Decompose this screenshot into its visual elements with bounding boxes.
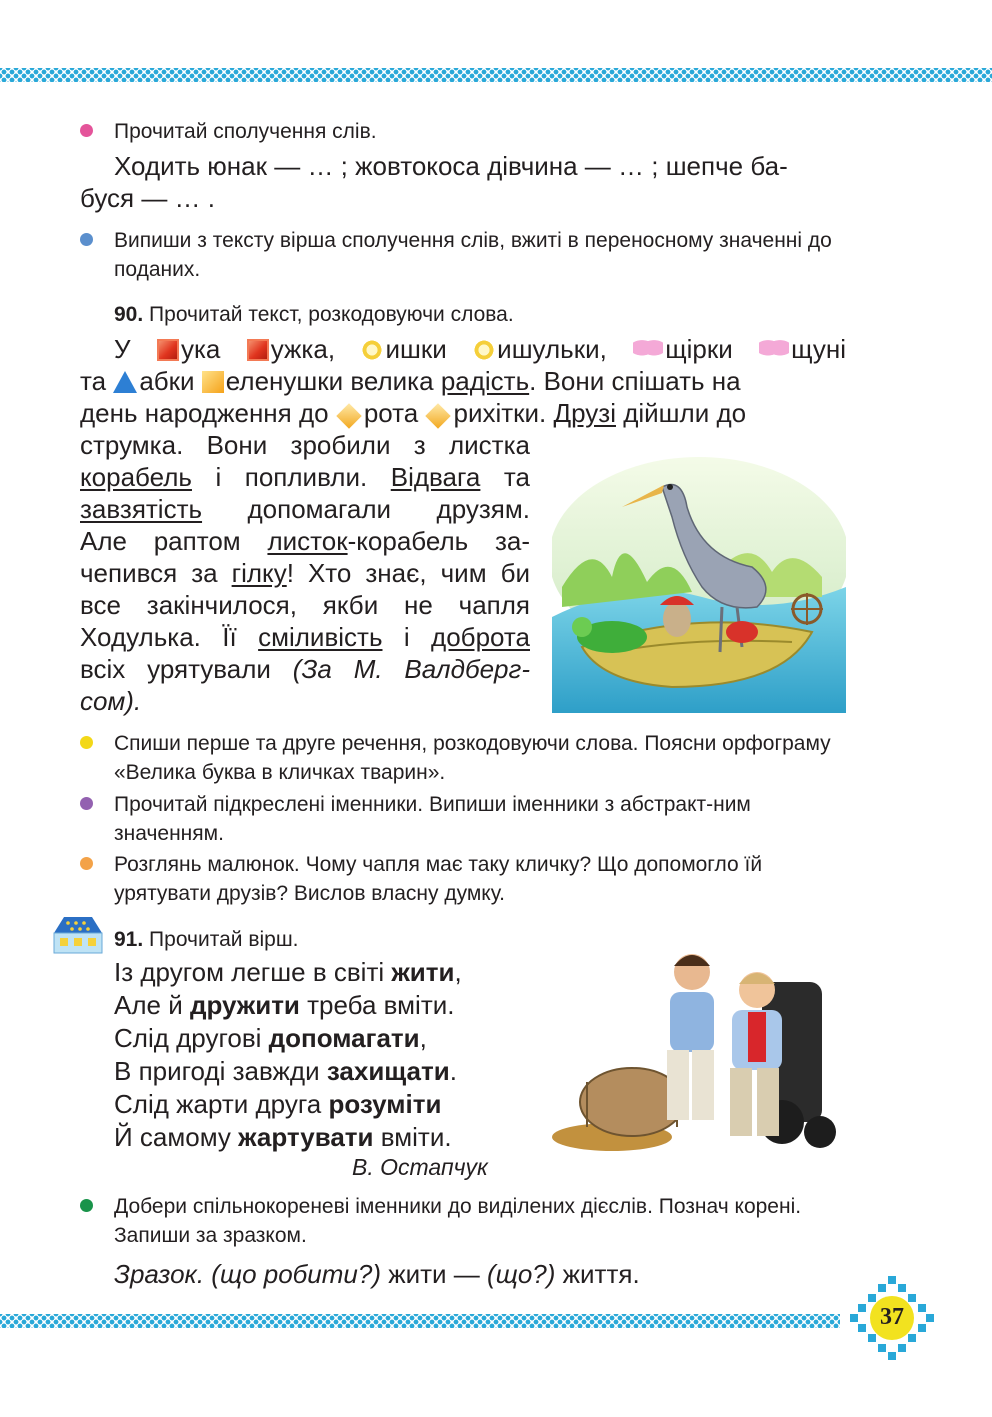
yellow-bullet-icon bbox=[80, 736, 93, 749]
star-icon bbox=[361, 339, 383, 361]
diamond-icon bbox=[336, 403, 361, 428]
poem-author: В. Остапчук bbox=[352, 1154, 488, 1180]
poem-line: Із другом легше в світі жити, bbox=[114, 957, 462, 987]
page-number: 37 bbox=[880, 1304, 904, 1330]
diamond-icon bbox=[426, 403, 451, 428]
ornament-border-top bbox=[0, 68, 992, 82]
task-read-phrases: Прочитай сполучення слів. bbox=[80, 117, 848, 146]
blue-bullet-icon bbox=[80, 233, 93, 246]
task-write-out: Випиши з тексту вірша сполучення слів, вжиті в переносному значенні до поданих. bbox=[80, 226, 848, 284]
red-square-icon bbox=[247, 339, 269, 361]
poem-line: Але й дружити треба вміти. bbox=[114, 990, 455, 1020]
phrases-paragraph: Ходить юнак — … ; жовтокоса дівчина — … ; шепче ба- буся — … . bbox=[80, 151, 788, 213]
task-pick-nouns: Добери спільнокореневі іменники до виділених дієслів. Познач корені. Запиши за зразком. bbox=[80, 1192, 848, 1250]
orange-square-icon bbox=[202, 371, 224, 393]
poem-line: Слід жарти друга розуміти bbox=[114, 1089, 442, 1119]
heron-scene-image bbox=[552, 447, 846, 713]
house-icon bbox=[46, 913, 110, 955]
red-square-icon bbox=[157, 339, 179, 361]
task-read-underlined: Прочитай підкреслені іменники. Випиши іменники з абстракт-ним значенням. bbox=[80, 790, 848, 848]
heron-illustration bbox=[552, 447, 846, 713]
poem-line: Слід другові допомагати, bbox=[114, 1023, 427, 1053]
page-number-badge bbox=[850, 1276, 934, 1360]
butterfly-icon bbox=[759, 339, 789, 361]
story-text: У ука ужка, ишки ишульки, щірки щуні та абки еленушки велика радість. Вони спішать на день народження до рота рихітки. Друзі дійшли до bbox=[80, 334, 846, 428]
star-icon bbox=[473, 339, 495, 361]
green-bullet-icon bbox=[80, 1199, 93, 1212]
exercise-90-heading: 90. Прочитай текст, розкодовуючи слова. bbox=[114, 303, 514, 326]
two-boys-image bbox=[552, 932, 846, 1158]
pink-bullet-icon bbox=[80, 124, 93, 137]
blue-triangle-icon bbox=[113, 371, 137, 393]
poem bbox=[114, 956, 534, 1154]
poem-line: Й самому жартувати вміти. bbox=[114, 1122, 452, 1152]
task-copy-sentences: Спиши перше та друге речення, розкодовуючи слова. Поясни орфограму «Велика буква в кличках тварин». bbox=[80, 729, 848, 787]
orange-bullet-icon bbox=[80, 857, 93, 870]
purple-bullet-icon bbox=[80, 797, 93, 810]
sample-line: Зразок. (що робити?) жити — (що?) життя. bbox=[114, 1259, 640, 1289]
butterfly-icon bbox=[633, 339, 663, 361]
task-look-at-picture: Розглянь малюнок. Чому чапля має таку кличку? Що допомогло їй урятувати друзів? Вислов власну думку. bbox=[80, 850, 848, 908]
friends-photo bbox=[552, 932, 846, 1158]
story-column: струмка. Вони зробили з листка корабель і попливли. Відвага та завзятість допомагали друзям. Але раптом листок-корабель за- чепився за гілку! Хто знає, чим би все закінчилося, якби не чапля Ходулька. Її сміливість і доброта всіх урятували (За М. Валдберг- сом). bbox=[80, 430, 531, 716]
ornament-border-bottom bbox=[0, 1314, 840, 1328]
exercise-91-heading: 91. Прочитай вірш. bbox=[114, 928, 299, 951]
poem-line: В пригоді завжди захищати. bbox=[114, 1056, 457, 1086]
